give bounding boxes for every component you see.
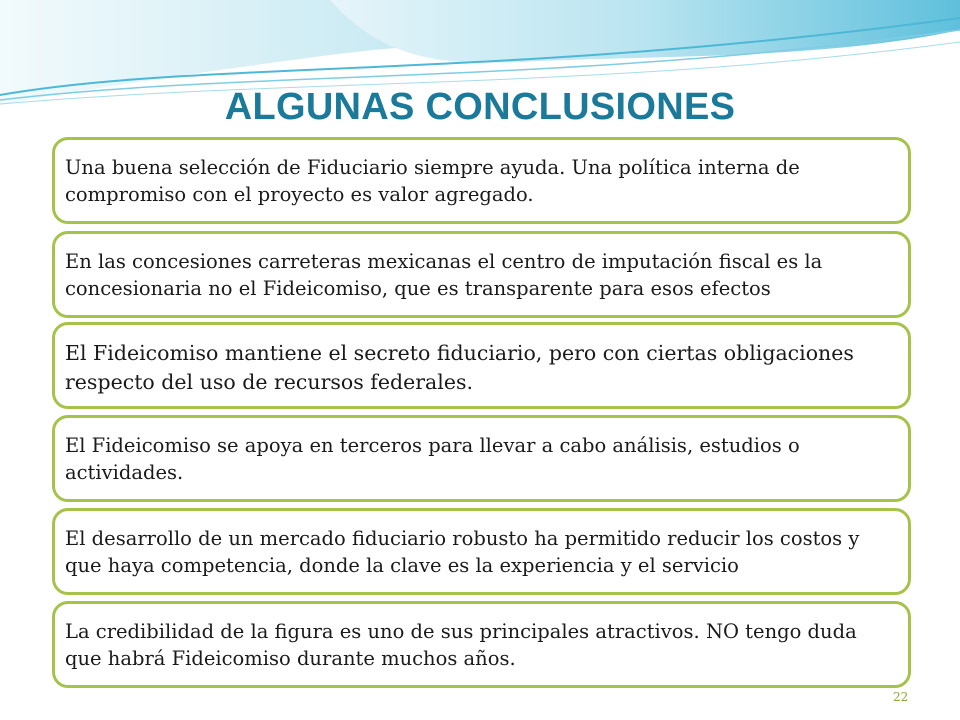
conclusion-card xyxy=(52,601,911,688)
page-number: 22 xyxy=(893,690,909,704)
conclusion-text: El desarrollo de un mercado fiduciario robusto ha permitido reducir los costos y que haya competencia, donde la clave es la experiencia y el servicio xyxy=(65,527,860,577)
conclusion-text: En las concesiones carreteras mexicanas el centro de imputación fiscal es la concesionaria no el Fideicomiso, que es transparente para esos efectos xyxy=(65,250,823,300)
conclusion-card xyxy=(52,322,911,409)
conclusion-text: Una buena selección de Fiduciario siempre ayuda. Una política interna de compromiso con el proyecto es valor agregado. xyxy=(65,156,800,206)
conclusion-text: El Fideicomiso mantiene el secreto fiduciario, pero con ciertas obligaciones respecto del uso de recursos federales. xyxy=(65,341,854,394)
conclusion-card xyxy=(52,137,911,224)
conclusion-card xyxy=(52,415,911,502)
conclusion-text: El Fideicomiso se apoya en terceros para llevar a cabo análisis, estudios o actividades. xyxy=(65,434,800,484)
conclusion-card xyxy=(52,231,911,318)
conclusion-text: La credibilidad de la figura es uno de sus principales atractivos. NO tengo duda que habrá Fideicomiso durante muchos años. xyxy=(65,620,857,670)
conclusion-card xyxy=(52,508,911,595)
slide-title: ALGUNAS CONCLUSIONES xyxy=(224,86,736,128)
